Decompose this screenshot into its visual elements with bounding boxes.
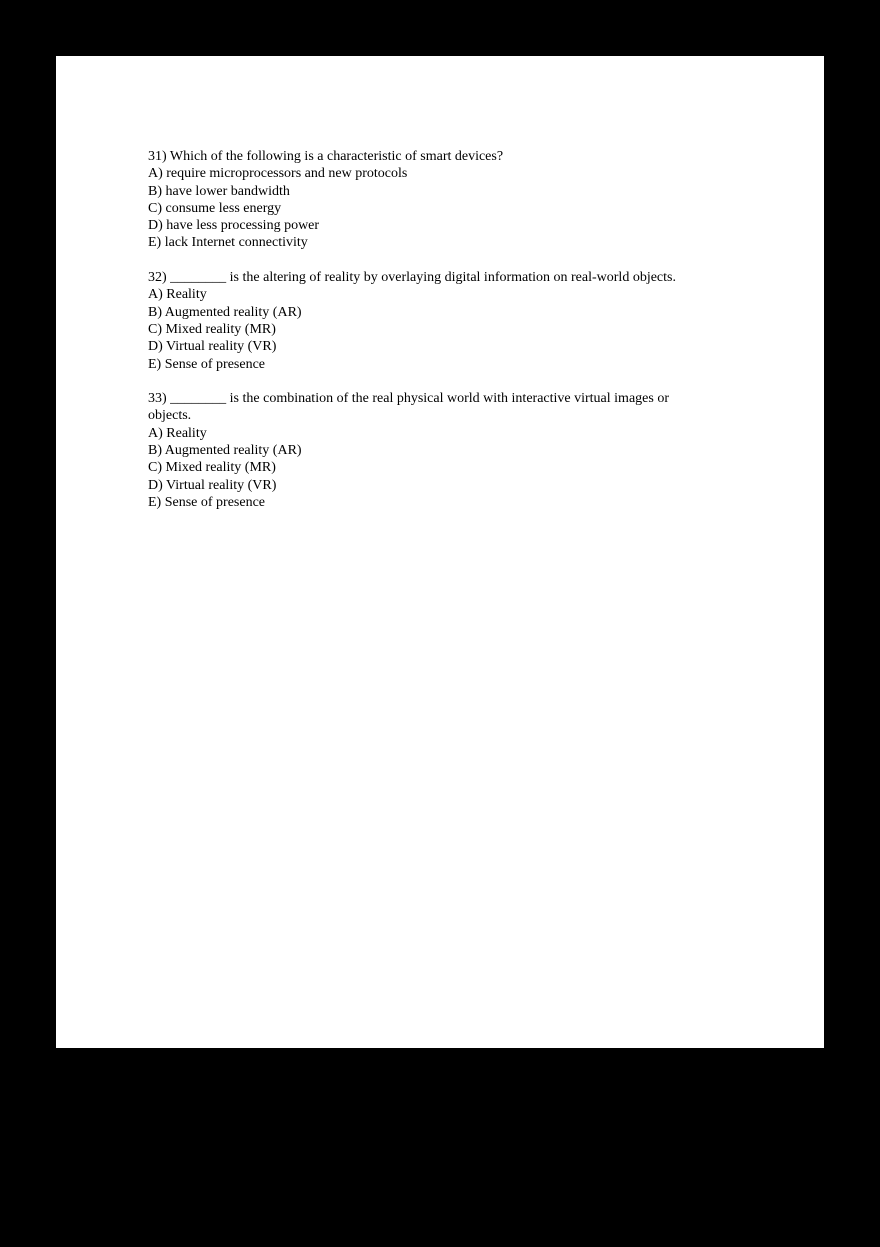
document-page: [56, 56, 824, 1048]
answer-option-b: B) have lower bandwidth: [148, 183, 290, 199]
answer-option-a: A) require microprocessors and new protocols: [148, 166, 408, 182]
answer-option-e: E) Sense of presence: [148, 494, 266, 510]
answer-option-c: C) consume less energy: [148, 200, 282, 216]
question-stem-line-2: objects.: [148, 408, 192, 424]
question-31: [148, 148, 738, 252]
question-32: [148, 269, 738, 373]
answer-option-d: D) Virtual reality (VR): [148, 477, 277, 493]
answer-option-c: C) Mixed reality (MR): [148, 321, 276, 337]
question-stem: 32) ________ is the altering of reality by overlaying digital information on real-world objects.: [148, 270, 676, 286]
answer-option-d: D) Virtual reality (VR): [148, 339, 277, 355]
questions-block: [148, 148, 738, 511]
answer-option-e: E) lack Internet connectivity: [148, 235, 308, 251]
answer-option-e: E) Sense of presence: [148, 356, 266, 372]
answer-option-a: A) Reality: [148, 287, 207, 303]
answer-option-c: C) Mixed reality (MR): [148, 460, 276, 476]
answer-option-b: B) Augmented reality (AR): [148, 304, 302, 320]
answer-option-d: D) have less processing power: [148, 218, 320, 234]
answer-option-b: B) Augmented reality (AR): [148, 443, 302, 459]
question-stem: 31) Which of the following is a characteristic of smart devices?: [148, 149, 504, 164]
answer-option-a: A) Reality: [148, 425, 207, 441]
question-stem-line-1: 33) ________ is the combination of the real physical world with interactive virtual images or: [148, 391, 669, 407]
question-33: [148, 390, 738, 511]
